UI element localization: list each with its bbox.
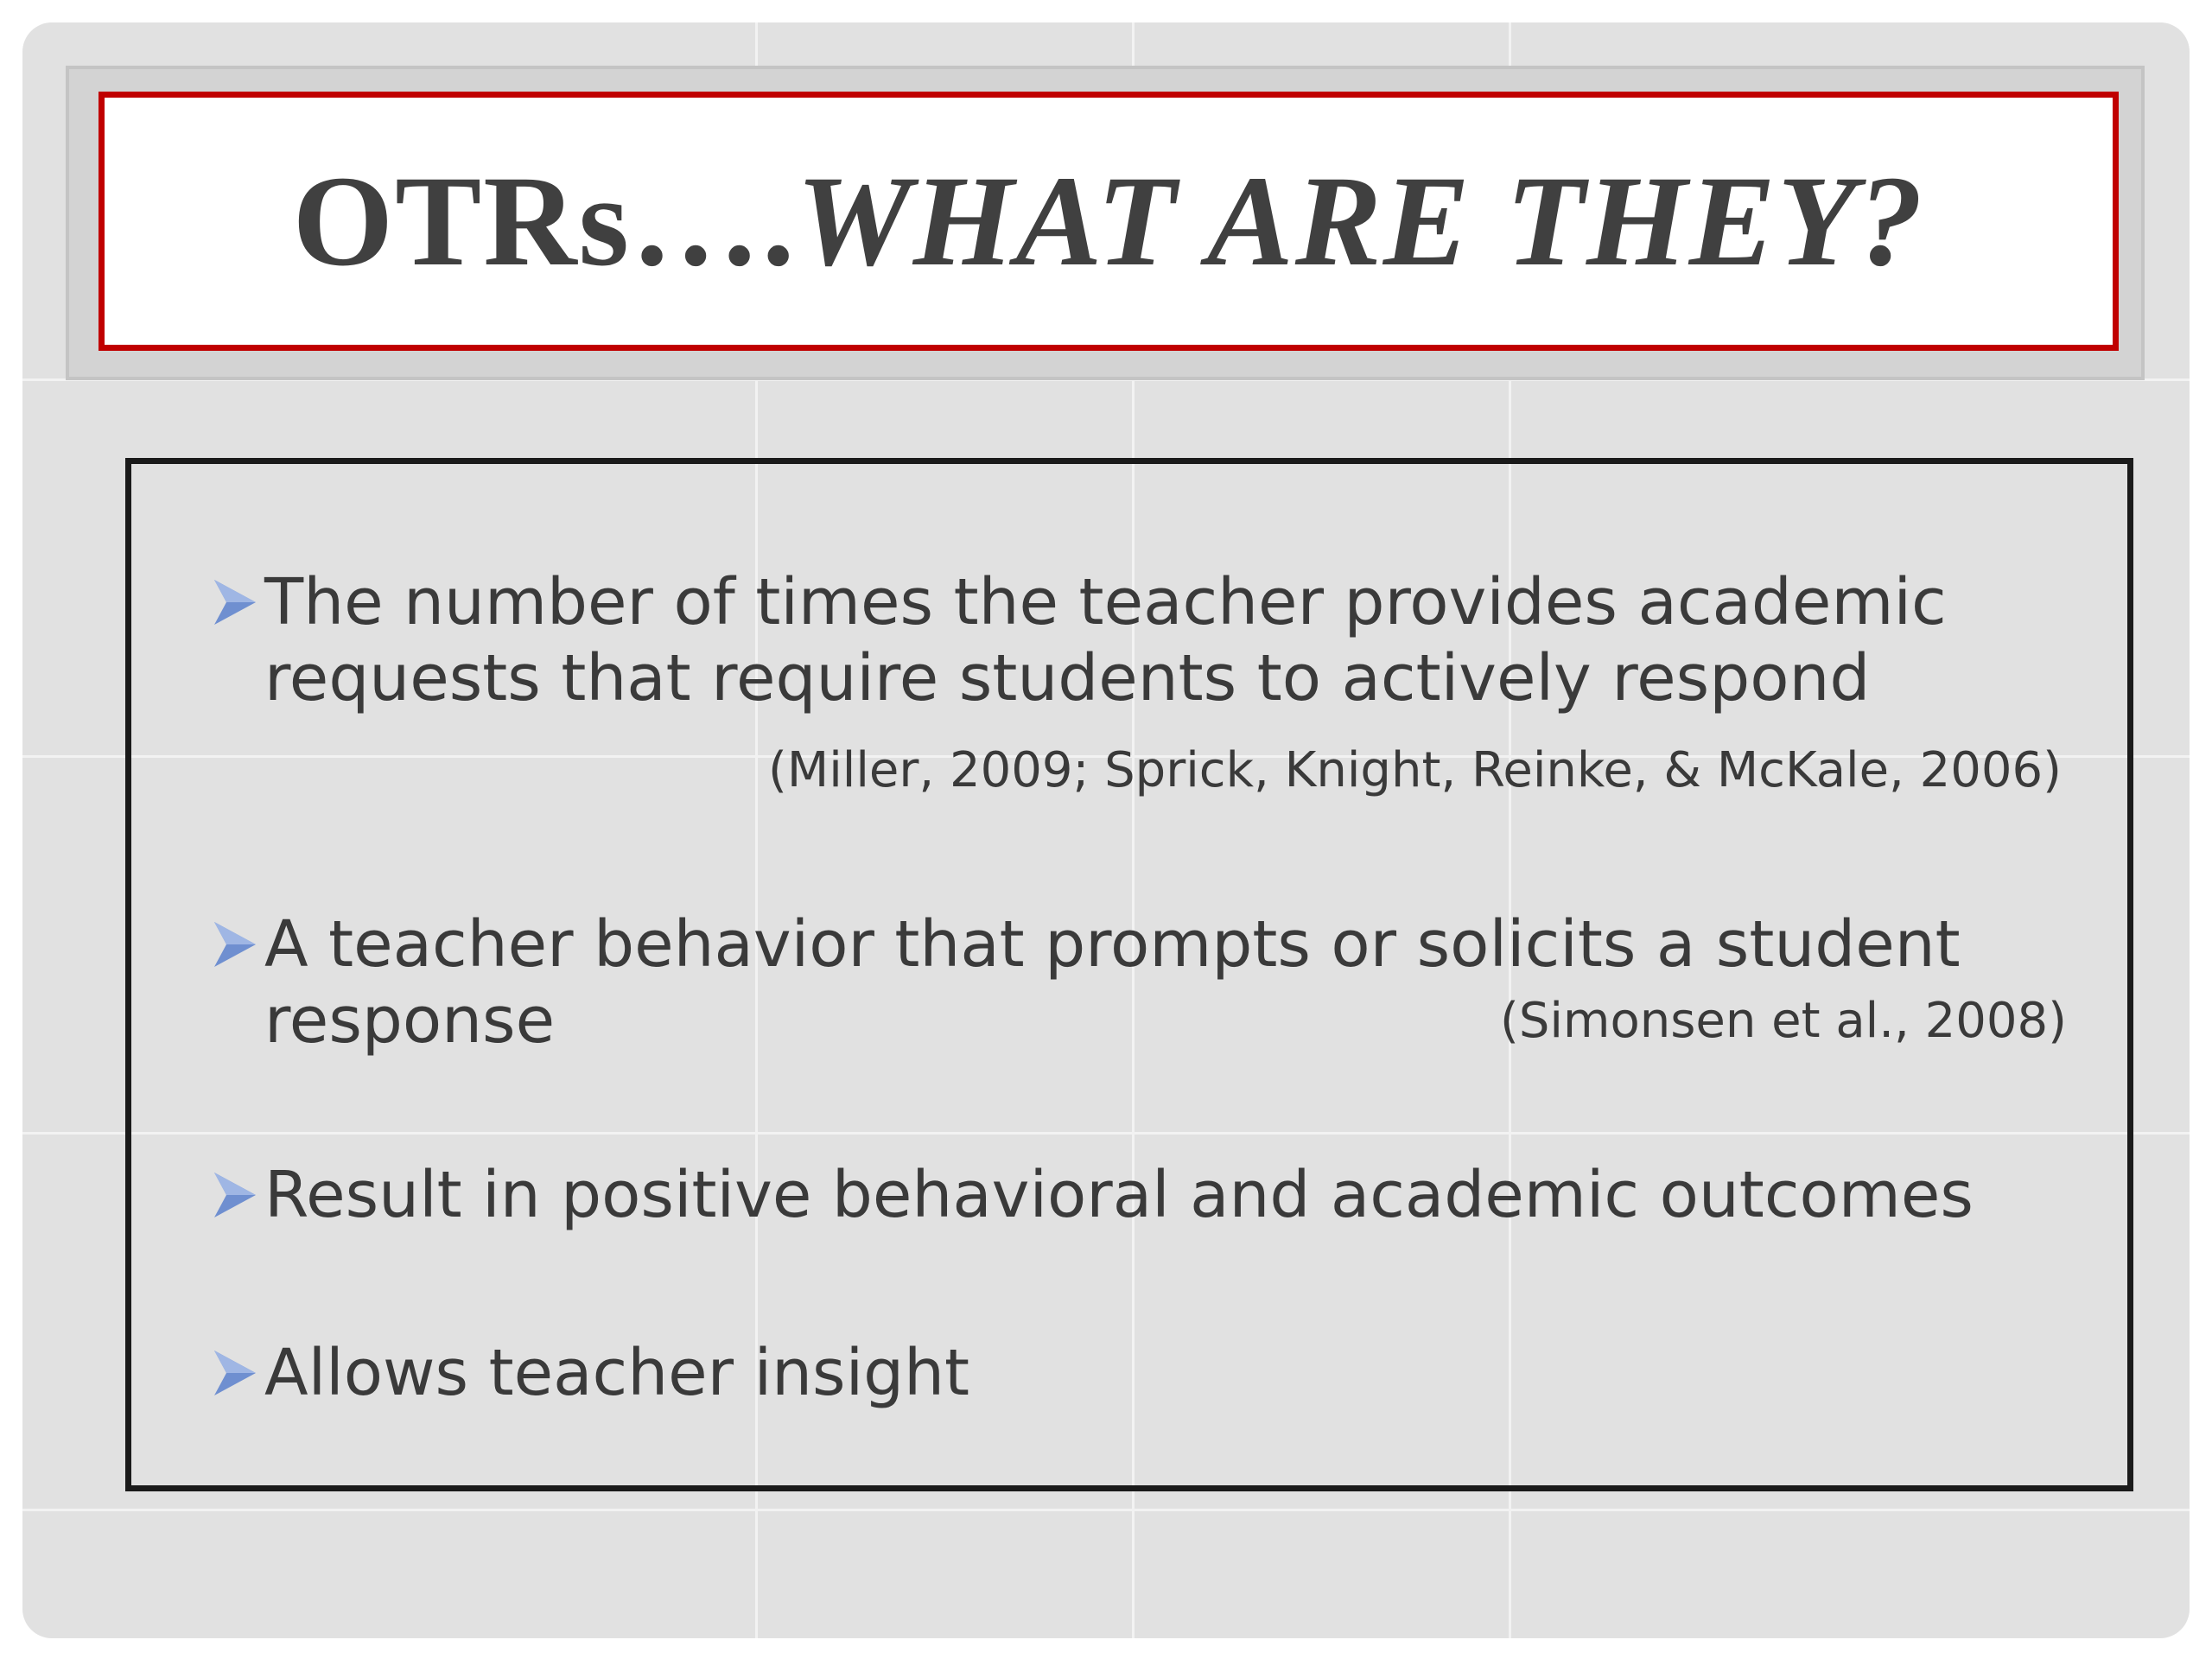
bullet-line: A teacher behavior that prompts or solicits a student [264,907,1961,982]
bullet-line: response [264,983,556,1058]
title-part-1: OTRs…. [292,149,797,293]
title-box [99,92,2119,351]
arrow-bullet-icon [211,1169,259,1221]
citation: (Simonsen et al., 2008) [1499,993,2067,1049]
bullet-line: The number of times the teacher provides academic [264,565,1947,639]
grid-line [22,1509,2190,1511]
bullet-item [211,564,1947,716]
bullet-item [211,1335,969,1411]
arrow-bullet-icon [211,1347,259,1399]
bullet-item [211,1157,1974,1233]
arrow-bullet-icon [211,576,259,628]
arrow-bullet-icon [211,918,259,970]
bullet-line: Allows teacher insight [264,1336,970,1410]
content-box [125,458,2133,1491]
bullet-line: requests that require students to actively respond [264,641,1871,715]
citation: (Miller, 2009; Sprick, Knight, Reinke, & McKale, 2006) [768,742,2062,798]
bullet-line: Result in positive behavioral and academic outcomes [264,1158,1974,1232]
title-part-2: WHAT ARE THEY? [796,149,1925,293]
slide [22,22,2190,1638]
slide-title [293,147,1925,296]
